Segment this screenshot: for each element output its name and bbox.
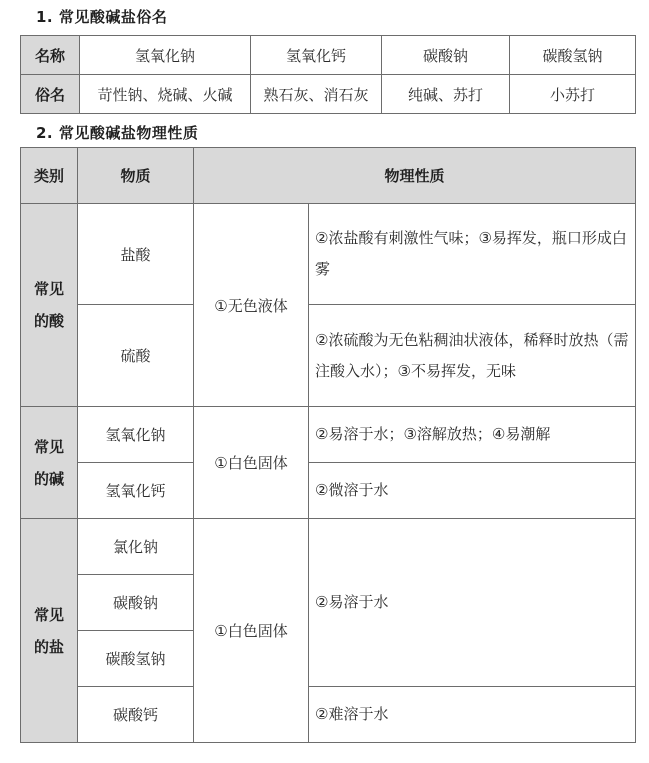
category-line: 常见 [33, 437, 64, 456]
name-cell: 氢氧化钠 [80, 36, 251, 75]
category-line: 的酸 [33, 312, 64, 330]
property-cell: ②易溶于水；③溶解放热；④易潮解 [309, 407, 636, 463]
header-substance: 物质 [78, 148, 194, 204]
section2-title: 2. 常见酸碱盐物理性质 [36, 124, 199, 142]
row-label-common: 俗名 [21, 75, 80, 114]
property-cell: ②难溶于水 [309, 687, 636, 743]
category-base [21, 407, 78, 519]
table-row [21, 75, 636, 114]
substance-cell: 硫酸 [78, 305, 194, 407]
row-label-name: 名称 [21, 36, 80, 75]
property-cell: ②易溶于水 [309, 519, 636, 687]
category-line: 常见 [33, 605, 64, 624]
table-row [21, 407, 636, 463]
common-name-cell: 熟石灰、消石灰 [251, 75, 382, 114]
name-cell: 碳酸钠 [382, 36, 510, 75]
name-cell: 氢氧化钙 [251, 36, 382, 75]
substance-cell: 氢氧化钙 [78, 463, 194, 519]
substance-cell: 氢氧化钠 [78, 407, 194, 463]
common-name-cell: 苛性钠、烧碱、火碱 [80, 75, 251, 114]
property-cell: ②浓盐酸有刺激性气味；③易挥发，瓶口形成白雾 [309, 204, 636, 305]
table-header-row [21, 148, 636, 204]
common-name-cell: 小苏打 [510, 75, 636, 114]
common-name-cell: 纯碱、苏打 [382, 75, 510, 114]
header-category: 类别 [21, 148, 78, 204]
table-row [21, 519, 636, 575]
name-cell: 碳酸氢钠 [510, 36, 636, 75]
table-row [21, 204, 636, 305]
state-cell: ①无色液体 [194, 204, 309, 407]
substance-cell: 盐酸 [78, 204, 194, 305]
category-line: 的盐 [33, 637, 64, 656]
property-cell: ②微溶于水 [309, 463, 636, 519]
table-row [21, 36, 636, 75]
physical-properties-table [20, 147, 636, 743]
state-cell: ①白色固体 [194, 519, 309, 743]
common-names-table [20, 35, 636, 114]
table-row [21, 463, 636, 519]
substance-cell: 碳酸钠 [78, 575, 194, 631]
category-line: 常见 [33, 280, 64, 298]
table-row [21, 305, 636, 407]
section1-title: 1. 常见酸碱盐俗名 [36, 8, 168, 26]
category-salt [21, 519, 78, 743]
substance-cell: 碳酸氢钠 [78, 631, 194, 687]
header-property: 物理性质 [194, 148, 636, 204]
substance-cell: 氯化钠 [78, 519, 194, 575]
table-row [21, 687, 636, 743]
category-acid [21, 204, 78, 407]
state-cell: ①白色固体 [194, 407, 309, 519]
substance-cell: 碳酸钙 [78, 687, 194, 743]
category-line: 的碱 [33, 469, 64, 488]
property-cell: ②浓硫酸为无色粘稠油状液体，稀释时放热（需注酸入水）；③不易挥发，无味 [309, 305, 636, 407]
